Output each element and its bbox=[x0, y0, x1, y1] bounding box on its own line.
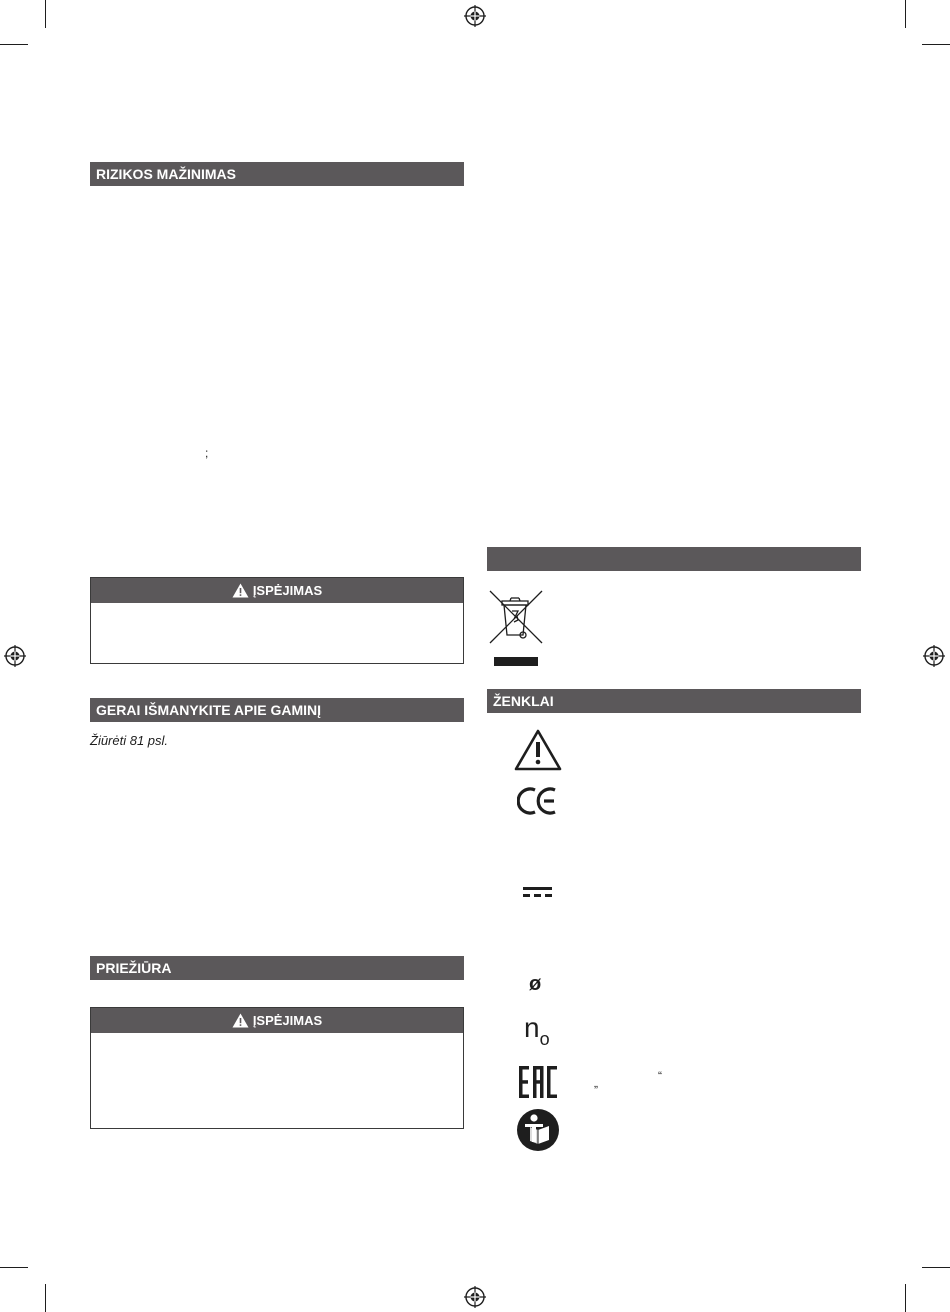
registration-mark-icon bbox=[923, 645, 945, 667]
section-header-risk-reduction: RIZIKOS MAŽINIMAS bbox=[90, 162, 464, 186]
quote-open: „ bbox=[594, 1076, 598, 1090]
no-load-speed-main: n bbox=[524, 1012, 540, 1043]
warning-triangle-icon bbox=[232, 583, 249, 598]
registration-mark-icon bbox=[4, 645, 26, 667]
registration-mark-icon bbox=[464, 5, 486, 27]
warning-box-2 bbox=[90, 1007, 464, 1129]
section-header-symbols: ŽENKLAI bbox=[487, 689, 861, 713]
warning-box-header bbox=[91, 1008, 463, 1033]
diameter-symbol: ø bbox=[529, 973, 542, 995]
warning-box-1 bbox=[90, 577, 464, 664]
see-page-reference: Žiūrėti 81 psl. bbox=[90, 733, 169, 748]
crop-mark bbox=[45, 0, 46, 28]
no-load-speed-sub: o bbox=[539, 1029, 550, 1049]
crop-mark bbox=[0, 1267, 28, 1268]
warning-label: ĮSPĖJIMAS bbox=[252, 1013, 323, 1028]
ce-mark-icon bbox=[517, 785, 559, 817]
semicolon-text: ; bbox=[205, 446, 209, 460]
crop-mark bbox=[905, 0, 906, 28]
section-header-maintenance: PRIEŽIŪRA bbox=[90, 956, 464, 980]
direct-current-icon bbox=[522, 885, 554, 899]
warning-box-header bbox=[91, 578, 463, 603]
section-header-environment bbox=[487, 547, 861, 571]
warning-label: ĮSPĖJIMAS bbox=[252, 583, 323, 598]
quote-close: “ bbox=[658, 1069, 662, 1083]
eac-mark-icon bbox=[519, 1065, 557, 1099]
read-manual-icon bbox=[516, 1108, 560, 1152]
no-load-speed-symbol bbox=[524, 1012, 550, 1049]
crop-mark bbox=[905, 1284, 906, 1312]
crop-mark bbox=[922, 1267, 950, 1268]
registration-mark-icon bbox=[464, 1286, 486, 1308]
warning-triangle-icon bbox=[513, 728, 563, 772]
crop-mark bbox=[0, 44, 28, 45]
crossed-out-bin-icon bbox=[488, 589, 544, 669]
crop-mark bbox=[45, 1284, 46, 1312]
section-header-know-product: GERAI IŠMANYKITE APIE GAMINĮ bbox=[90, 698, 464, 722]
crop-mark bbox=[922, 44, 950, 45]
warning-triangle-icon bbox=[232, 1013, 249, 1028]
